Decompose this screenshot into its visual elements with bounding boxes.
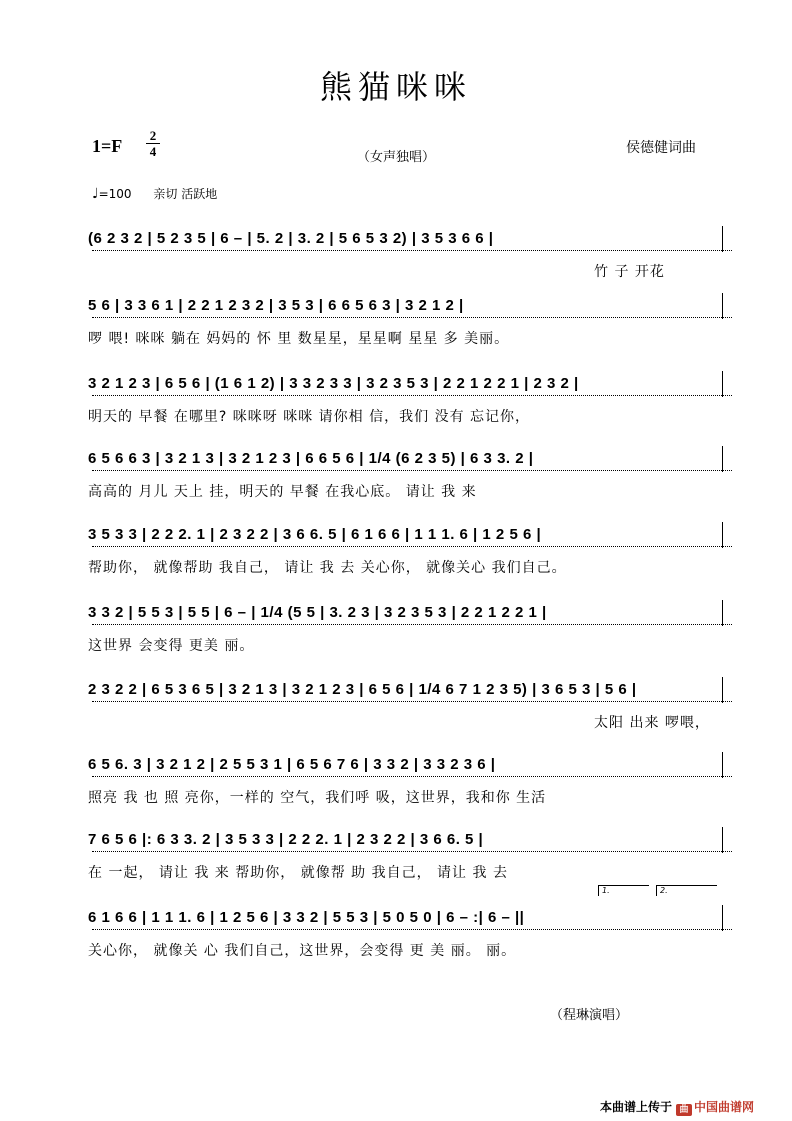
notation-line: 2 3 2 2 | 6 5 3 6 5 | 3 2 1 3 | 3 2 1 2 3 | 6 5 6 | 1/4 6 7 1 2 3 5) | 3 6 5 3 | 5 6 | (88, 681, 637, 698)
time-signature-bottom: 4 (149, 144, 157, 159)
beat-underline (92, 250, 732, 251)
lyrics-line: 明天的 早餐 在哪里? 咪咪呀 咪咪 请你相 信，我们 没有 忘记你， (88, 409, 531, 425)
beat-underline (92, 929, 732, 930)
notation-line: 5 6 | 3 3 6 1 | 2 2 1 2 3 2 | 3 5 3 | 6 6 5 6 3 | 3 2 1 2 | (88, 297, 464, 314)
beat-underline (92, 546, 732, 547)
beat-underline (92, 395, 732, 396)
quarter-note-icon: ♩ (92, 186, 99, 202)
volta-number: 2. (660, 886, 668, 895)
lyrics-line: 关心你， 就像关 心 我们自己，这世界，会变得 更 美 丽。 丽。 (88, 943, 517, 959)
lyrics-line: 啰 喂! 咪咪 躺在 妈妈的 怀 里 数星星，星星啊 星星 多 美丽。 (88, 331, 510, 347)
notation-line: 6 5 6. 3 | 3 2 1 2 | 2 5 5 3 1 | 6 5 6 7 6 | 3 3 2 | 3 3 2 3 6 | (88, 756, 496, 773)
line-end-barline (722, 905, 723, 931)
notation-line: (6 2 3 2 | 5 2 3 5 | 6 – | 5. 2 | 3. 2 | 5 6 5 3 2) | 3 5 3 6 6 | (88, 230, 494, 247)
key-signature: 1=F (92, 136, 123, 156)
line-end-barline (722, 446, 723, 472)
notation-line: 3 5 3 3 | 2 2 2. 1 | 2 3 2 2 | 3 6 6. 5 | 6 1 6 6 | 1 1 1. 6 | 1 2 5 6 | (88, 526, 542, 543)
tempo-marking (92, 185, 217, 202)
upload-footer (600, 1098, 754, 1116)
line-end-barline (722, 522, 723, 548)
beat-underline (92, 776, 732, 777)
line-end-barline (722, 226, 723, 252)
lyrics-line: 这世界 会变得 更美 丽。 (88, 638, 255, 654)
line-end-barline (722, 293, 723, 319)
notation-line: 3 2 1 2 3 | 6 5 6 | (1 6 1 2) | 3 3 2 3 3 | 3 2 3 5 3 | 2 2 1 2 2 1 | 2 3 2 | (88, 375, 579, 392)
beat-underline (92, 701, 732, 702)
volta-bracket (598, 885, 649, 896)
voice-type: （女声独唱） (356, 150, 435, 165)
volta-number: 1. (602, 886, 610, 895)
line-end-barline (722, 827, 723, 853)
song-title: 熊猫咪咪 (319, 68, 472, 106)
composer-credit: 侯德健词曲 (626, 140, 696, 156)
lyrics-line: 竹 子 开花 (594, 264, 665, 280)
line-end-barline (722, 752, 723, 778)
notation-line: 3 3 2 | 5 5 3 | 5 5 | 6 – | 1/4 (5 5 | 3. 2 3 | 3 2 3 5 3 | 2 2 1 2 2 1 | (88, 604, 547, 621)
volta-bracket (656, 885, 717, 896)
notation-line: 6 1 6 6 | 1 1 1. 6 | 1 2 5 6 | 3 3 2 | 5 5 3 | 5 0 5 0 | 6 – :| 6 – || (88, 909, 525, 926)
beat-underline (92, 317, 732, 318)
notation-line: 6 5 6 6 3 | 3 2 1 3 | 3 2 1 2 3 | 6 6 5 6 | 1/4 (6 2 3 5) | 6 3 3. 2 | (88, 450, 534, 467)
line-end-barline (722, 677, 723, 703)
beat-underline (92, 851, 732, 852)
lyrics-line: 太阳 出来 啰喂， (594, 715, 710, 731)
lyrics-line: 在 一起， 请让 我 来 帮助你， 就像帮 助 我自己， 请让 我 去 (88, 865, 508, 881)
line-end-barline (722, 371, 723, 397)
tempo-bpm: =100 (98, 187, 132, 201)
lyrics-line: 帮助你， 就像帮助 我自己， 请让 我 去 关心你， 就像关心 我们自己。 (88, 560, 567, 576)
lyrics-line: 照亮 我 也 照 亮你，一样的 空气，我们呼 吸，这世界，我和你 生活 (88, 790, 547, 806)
site-logo-icon: 曲 (676, 1104, 692, 1116)
expression-marking: 亲切 活跃地 (153, 187, 218, 201)
beat-underline (92, 624, 732, 625)
site-name: 中国曲谱网 (694, 1100, 755, 1114)
lyrics-line: 高高的 月儿 天上 挂，明天的 早餐 在我心底。 请让 我 来 (88, 484, 477, 500)
performer-credit: （程琳演唱） (550, 1008, 629, 1023)
notation-line: 7 6 5 6 |: 6 3 3. 2 | 3 5 3 3 | 2 2 2. 1 | 2 3 2 2 | 3 6 6. 5 | (88, 831, 484, 848)
footer-text: 本曲谱上传于 (600, 1100, 673, 1114)
time-signature-top: 2 (149, 128, 157, 143)
line-end-barline (722, 600, 723, 626)
beat-underline (92, 470, 732, 471)
